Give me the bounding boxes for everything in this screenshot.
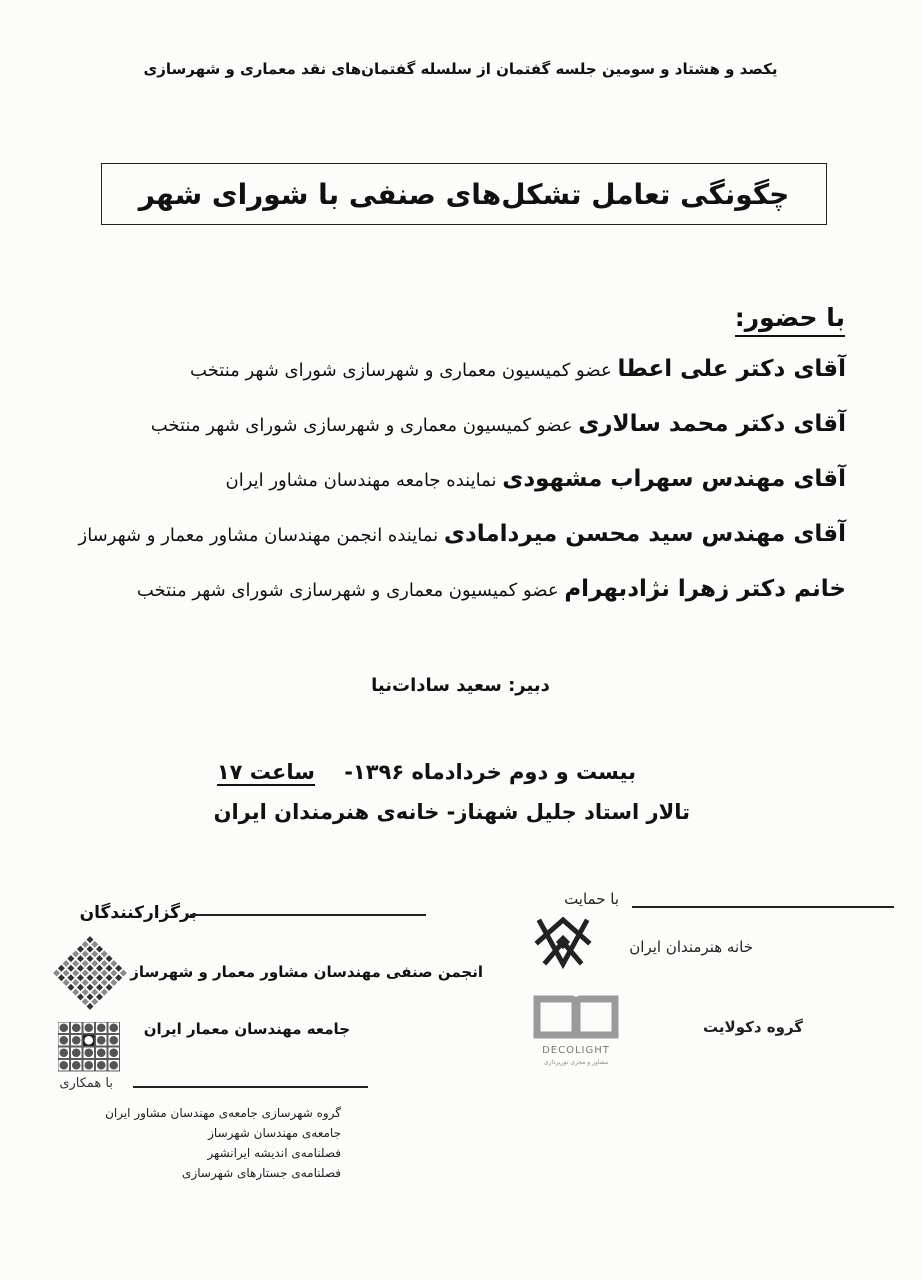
list-item [46, 462, 846, 517]
list-item: فصلنامه‌ی اندیشه ایرانشهر [207, 1146, 341, 1160]
divider [190, 914, 426, 916]
series-line: یکصد و هشتاد و سومین جلسه گفتمان از سلسله گفتمان‌های نقد معماری و شهرسازی [143, 60, 778, 78]
circle-grid-logo-icon [58, 1022, 120, 1072]
decolight-logo-icon [527, 995, 625, 1067]
presence-label: با حضور: [735, 303, 845, 337]
divider [632, 906, 894, 908]
list-item [46, 407, 846, 462]
organizers-label: برگزارکنندگان [79, 903, 197, 923]
artists-house-star-logo-icon [532, 912, 594, 974]
speaker-list [46, 352, 846, 627]
speaker-role: نماینده انجمن مهندسان مشاور معمار و شهرساز [78, 525, 439, 546]
collaboration-label: با همکاری [59, 1076, 113, 1091]
organizer-name: انجمن صنفی مهندسان مشاور معمار و شهرساز [130, 963, 483, 981]
event-date: بیست و دوم خردادماه ۱۳۹۶- [344, 760, 636, 784]
list-item: گروه شهرسازی جامعه‌ی مهندسان مشاور ایران [105, 1106, 341, 1120]
speaker-role: عضو کمیسیون معماری و شهرسازی شورای شهر منتخب [136, 580, 559, 601]
speaker-name: آقای دکتر علی اعطا [617, 356, 846, 382]
list-item: جامعه‌ی مهندسان شهرساز [208, 1126, 341, 1140]
speaker-name: خانم دکتر زهرا نژادبهرام [564, 576, 846, 602]
list-item [46, 352, 846, 407]
speaker-role: عضو کمیسیون معماری و شهرسازی شورای شهر منتخب [189, 360, 612, 381]
event-time: ساعت ۱۷ [216, 760, 315, 784]
page-title-box [101, 163, 827, 225]
speaker-name: آقای مهندس سید محسن میردامادی [443, 521, 846, 547]
list-item: فصلنامه‌ی جستارهای شهرسازی [182, 1166, 341, 1180]
divider [133, 1086, 368, 1088]
organizer-name: جامعه مهندسان معمار ایران [143, 1020, 350, 1038]
list-item [46, 517, 846, 572]
sponsor-name: خانه هنرمندان ایران [629, 938, 753, 956]
sponsor-name: گروه دکولایت [703, 1018, 803, 1036]
event-venue: تالار استاد جلیل شهناز- خانه‌ی هنرمندان ایران [213, 800, 690, 824]
collaborator-list [105, 1103, 341, 1183]
svg-text:DECOLIGHT: DECOLIGHT [542, 1045, 610, 1056]
speaker-role: نماینده جامعه مهندسان مشاور ایران [225, 470, 497, 491]
diamond-grid-logo-icon [52, 935, 128, 1011]
svg-text:مشاور و مجری نورپردازی: مشاور و مجری نورپردازی [543, 1059, 609, 1066]
support-label: با حمایت [564, 890, 619, 908]
event-datetime [217, 760, 636, 784]
moderator: دبیر: سعید سادات‌نیا [371, 675, 550, 696]
speaker-name: آقای مهندس سهراب مشهودی [502, 466, 846, 492]
list-item [46, 572, 846, 627]
page-title: چگونگی تعامل تشکل‌های صنفی با شورای شهر [138, 177, 790, 211]
speaker-name: آقای دکتر محمد سالاری [578, 411, 846, 437]
speaker-role: عضو کمیسیون معماری و شهرسازی شورای شهر منتخب [150, 415, 573, 436]
